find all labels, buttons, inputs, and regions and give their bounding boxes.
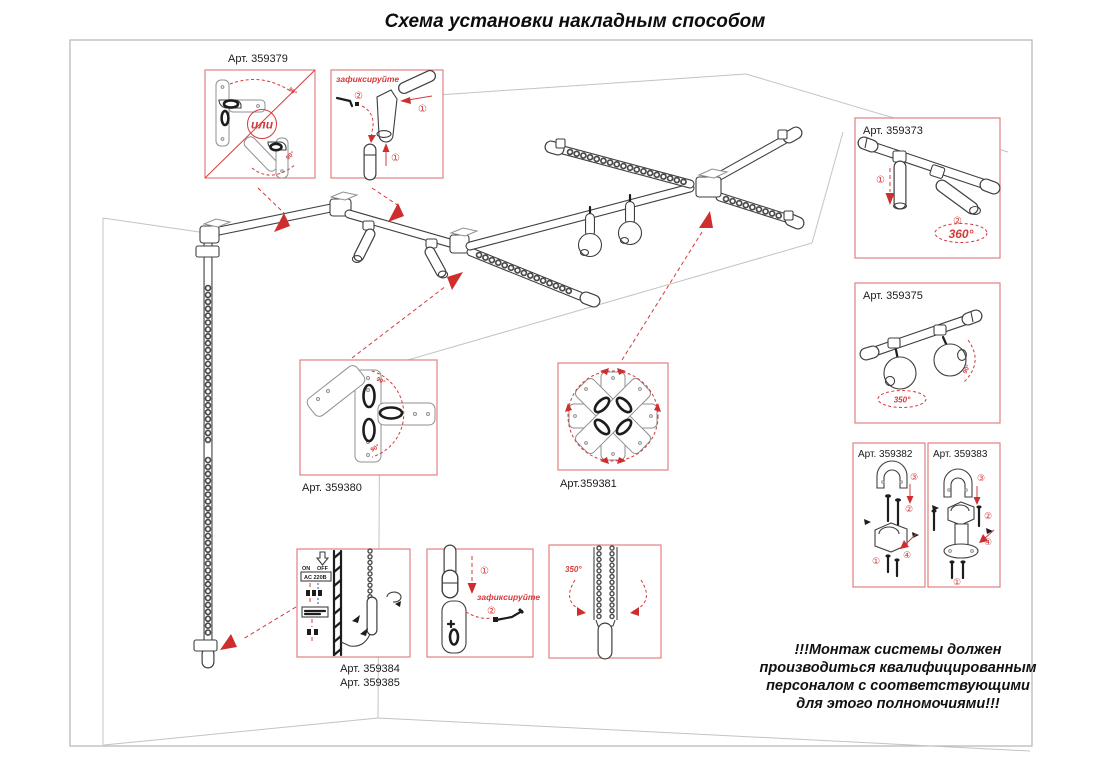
art-label-359382: Арт. 359382: [858, 449, 913, 460]
off-label: OFF: [317, 566, 328, 572]
warning-note: [760, 642, 1037, 712]
callout-359380: [300, 360, 437, 494]
callout-359373: [855, 118, 1000, 258]
warning-line-1: !!!Монтаж системы должен: [794, 642, 1002, 658]
fixation-label: зафиксируйте: [336, 74, 400, 84]
step-2: ②: [487, 606, 496, 617]
callout-359379-fixation: [331, 70, 443, 178]
warning-line-2: производиться квалифицированным: [759, 660, 1037, 676]
art-label-359375: Арт. 359375: [863, 290, 923, 302]
wall-pole-track: [194, 240, 219, 662]
cross-junction: [551, 133, 798, 223]
step-4: ④: [984, 537, 993, 547]
on-label: ON: [302, 566, 311, 572]
callout-359373-box: [855, 118, 1000, 258]
callout-359384-359385: [297, 549, 410, 657]
ball-lamp-1: [884, 357, 916, 389]
art-label-359384: Арт. 359384: [340, 663, 400, 675]
angle-90-top: 90°: [375, 376, 386, 387]
callout-359381: [558, 363, 668, 490]
angle-90: 90°: [962, 364, 973, 375]
angle-90-top: 90°: [286, 86, 298, 98]
callout-359375: [855, 283, 1000, 423]
cross-plates: [569, 372, 657, 460]
or-label: или: [250, 117, 274, 132]
leader-arrow-cross: [699, 211, 713, 228]
upper-wall-track: [200, 192, 357, 243]
terminal-block-icon: [306, 590, 322, 596]
angle-90-bottom: 90°: [370, 443, 381, 454]
callout-fixation-bottom: [427, 549, 540, 657]
cap-clamp-2: [778, 130, 787, 139]
leader-arrow-tee: [447, 272, 463, 290]
step-2: ②: [905, 504, 914, 514]
step-1b: ①: [391, 153, 400, 164]
art-label-359373: Арт. 359373: [863, 125, 923, 137]
leader-arrow-corner2: [388, 203, 404, 222]
step-3: ③: [910, 472, 919, 482]
callout-359384-box: [297, 549, 410, 657]
step-3: ③: [977, 473, 986, 483]
step-1a: ①: [418, 104, 427, 115]
fixation-label-2: зафиксируйте: [477, 592, 541, 602]
ac-voltage-label: AC 220В: [304, 575, 327, 581]
page-title: Схема установки накладным способом: [384, 11, 766, 32]
coil-track-branch: [471, 252, 594, 301]
callout-359379: [205, 53, 315, 178]
track-spotlight-1: [352, 221, 374, 262]
callout-359382: [853, 443, 925, 587]
angle-350: 350°: [893, 395, 911, 405]
warning-line-3: персоналом с соответствующими: [766, 678, 1030, 694]
step-1: ①: [872, 556, 881, 566]
angle-90-bottom: 90°: [285, 150, 297, 162]
pole-wall-bracket-top: [196, 246, 219, 257]
step-1: ①: [953, 577, 962, 587]
step-2: ②: [984, 511, 993, 521]
step-4: ④: [903, 550, 912, 560]
callout-rotation-350: [549, 545, 661, 658]
art-label-359381: Арт.359381: [560, 478, 617, 490]
corner-connector-1: [200, 226, 219, 243]
main-ceiling-track: [470, 188, 690, 246]
art-label-359379: Арт. 359379: [228, 53, 288, 65]
art-label-359385: Арт. 359385: [340, 677, 400, 689]
angle-350-label: 350°: [565, 565, 582, 574]
callout-359383: [928, 443, 1000, 587]
art-label-359380: Арт. 359380: [302, 482, 362, 494]
step-1: ①: [876, 175, 885, 186]
art-label-359383: Арт. 359383: [933, 449, 988, 460]
step-2: ②: [354, 91, 363, 102]
cap-clamp-1: [556, 139, 565, 148]
pole-wall-bracket-bottom: [194, 640, 217, 651]
cap-clamp-3: [784, 211, 793, 220]
step-2: ②: [953, 216, 962, 227]
leader-arrow-pole-bottom: [220, 634, 237, 650]
angle-360: 360°: [948, 227, 974, 241]
warning-line-4: для этого полномочиями!!!: [796, 696, 1000, 712]
step-1: ①: [480, 566, 489, 577]
